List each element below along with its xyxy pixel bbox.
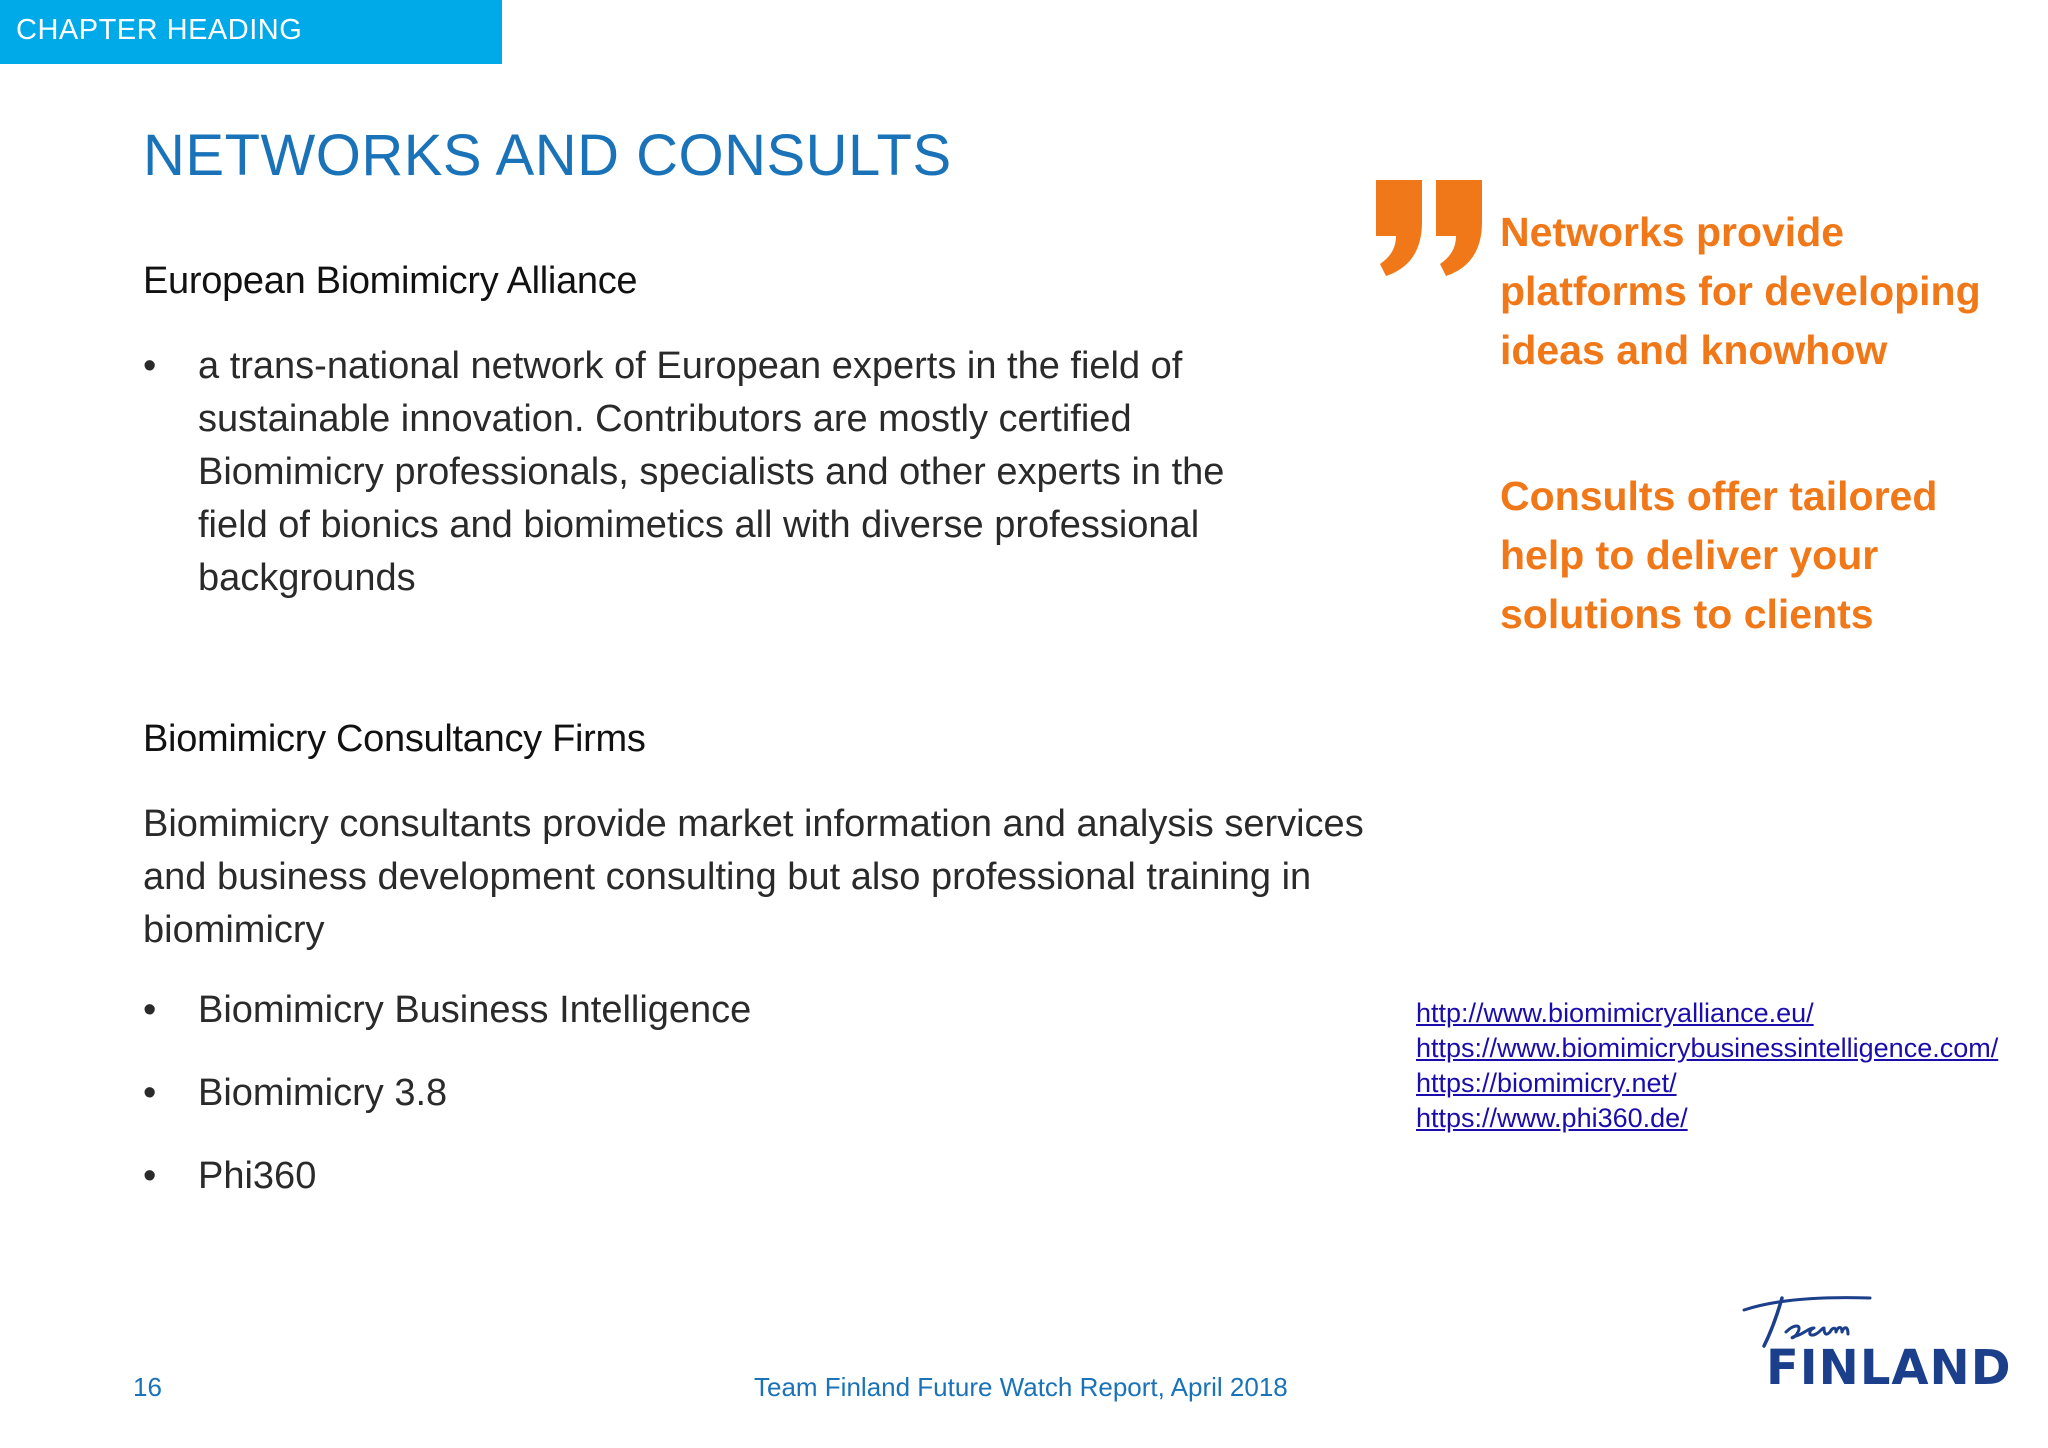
firm-name: Phi360	[198, 1155, 317, 1197]
callout-consults: Consults offer tailored help to deliver your solutions to clients	[1500, 473, 1938, 637]
bullet-icon: •	[143, 989, 157, 1031]
list-item	[143, 1150, 1343, 1203]
section-heading-consultancy: Biomimicry Consultancy Firms	[143, 718, 646, 760]
bullet-icon: •	[143, 1155, 157, 1197]
consultancy-bullet-list	[143, 984, 1343, 1233]
footer-report-title: Team Finland Future Watch Report, April 2018	[754, 1372, 1288, 1402]
page-title: NETWORKS AND CONSULTS	[143, 123, 952, 188]
logo-wordmark: FINLAND	[1766, 1340, 2012, 1396]
link-phi360[interactable]: https://www.phi360.de/	[1416, 1103, 1688, 1133]
list-item	[143, 1067, 1343, 1120]
link-biomimicry-alliance[interactable]: http://www.biomimicryalliance.eu/	[1416, 998, 1814, 1028]
reference-links	[1416, 996, 1998, 1136]
alliance-description: a trans-national network of European experts in the field of sustainable innovation. Contributors are mostly certified Biomimicry professionals, specialists and other experts in the field of bionics and biomimetics all with diverse professional backgrounds	[198, 345, 1225, 599]
quote-icon	[1368, 180, 1492, 280]
link-biomimicry-business-intelligence[interactable]: https://www.biomimicrybusinessintelligence.com/	[1416, 1033, 1999, 1063]
link-biomimicry-net[interactable]: https://biomimicry.net/	[1416, 1068, 1677, 1098]
section-heading-alliance: European Biomimicry Alliance	[143, 260, 638, 302]
alliance-bullet-list	[143, 340, 1303, 605]
firm-name: Biomimicry Business Intelligence	[198, 989, 752, 1031]
list-item	[143, 984, 1343, 1037]
team-finland-logo	[1738, 1290, 2012, 1402]
bullet-icon: •	[143, 1072, 157, 1114]
page-number: 16	[133, 1372, 162, 1402]
bullet-icon: •	[143, 345, 157, 387]
chapter-heading-tab: CHAPTER HEADING	[0, 0, 502, 64]
consultancy-intro: Biomimicry consultants provide market information and analysis services and business development consulting but also professional training in biomimicry	[143, 803, 1364, 951]
callout-networks: Networks provide platforms for developing ideas and knowhow	[1500, 209, 1981, 373]
list-item	[143, 340, 1303, 605]
firm-name: Biomimicry 3.8	[198, 1072, 448, 1114]
